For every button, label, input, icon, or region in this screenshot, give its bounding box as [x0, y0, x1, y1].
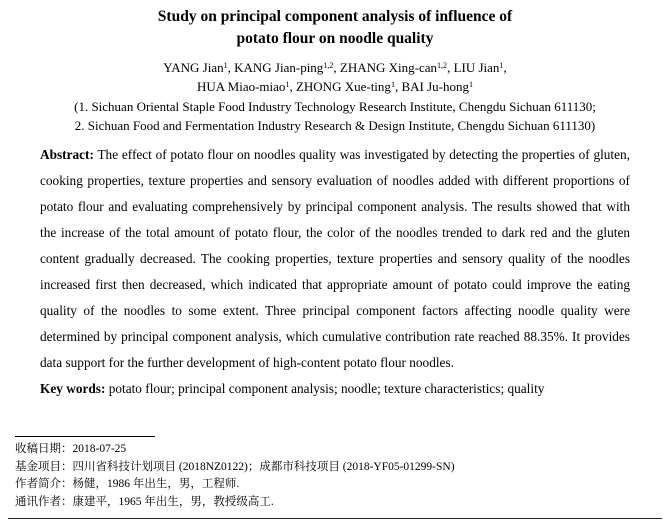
footnotes-block [15, 436, 660, 511]
author-affil-superscript: 1 [499, 61, 504, 71]
author-separator: , [227, 60, 235, 75]
footnote-funding-project: 基金项目：四川省科技计划项目 (2018NZ0122)；成都市科技项目 (2018-YF05-01299-SN) [15, 460, 455, 473]
author-name [197, 79, 296, 94]
author-name [454, 60, 507, 75]
footnote-corresponding-author: 通讯作者：康建平，1965 年出生，男，教授级高工. [15, 495, 274, 508]
keywords-label: Key words: [40, 381, 106, 396]
author-name-text: ZHONG Xue-ting [295, 78, 391, 94]
abstract-text: The effect of potato flour on noodles quality was investigated by detecting the properties of gluten, cooking properties, texture properties and sensory evaluation of noodles added with different proportions of potato flour and evaluating comprehensively by principal component analysis. The results showed that with the increase of the total amount of potato flour, the color of the noodles trended to dark red and the gluten content gradually decreased. The cooking properties, texture properties and sensory quality of the noodles increased first then decreased, which indicated that appropriate amount of potato could improve the eating quality of the noodles to some extent. Three principal component factors affecting noodle quality were determined by principal component analysis, which cumulative contribution rate reached 88.35%. It provides data support for the further development of high-content potato flour noodles. [40, 147, 631, 370]
footnote-author-bio: 作者简介：杨健，1986 年出生，男，工程师. [15, 478, 240, 490]
authors-block [0, 59, 670, 96]
author-name-text: YANG Jian [163, 60, 224, 75]
author-affil-superscript: 1 [223, 61, 228, 71]
author-affil-superscript: 1,2 [323, 61, 334, 71]
author-name [163, 60, 234, 75]
affiliations-block [0, 98, 670, 135]
author-affil-superscript: 1,2 [437, 61, 448, 71]
paper-title [0, 6, 670, 50]
authors-line-2 [0, 78, 670, 97]
author-name-text: HUA Miao-miao [196, 78, 286, 94]
title-line-2: potato flour on noodle quality [236, 30, 434, 47]
affiliation-line-2: 2. Sichuan Food and Fermentation Industry Research & Design Institute, Chengdu Sichuan 611130) [74, 117, 596, 133]
author-name-text: ZHANG Xing-can [339, 60, 437, 75]
author-affil-superscript: 1 [469, 79, 474, 89]
author-name-text: KANG Jian-ping [234, 60, 324, 75]
authors-line-1 [0, 59, 670, 78]
author-separator: , [447, 60, 454, 75]
keywords-text: potato flour; principal component analysis; noodle; texture characteristics; quality [108, 381, 545, 396]
author-separator: , [289, 78, 296, 94]
author-name-text: BAI Ju-hong [401, 78, 469, 94]
author-name [401, 79, 473, 94]
footnote-received-date: 收稿日期：2018-07-25 [15, 443, 127, 455]
page-bottom-divider [8, 518, 662, 519]
author-separator: , [394, 78, 402, 94]
author-separator: , [333, 60, 340, 75]
abstract-paragraph [40, 142, 630, 376]
author-name [296, 79, 402, 94]
author-separator: , [503, 60, 507, 75]
author-affil-superscript: 1 [285, 79, 290, 89]
footnote-separator-rule [15, 436, 155, 437]
abstract-block [40, 142, 630, 402]
title-line-1: Study on principal component analysis of influence of [157, 8, 513, 25]
author-name [234, 60, 340, 75]
affiliation-line-1: (1. Sichuan Oriental Staple Food Industry Technology Research Institute, Chengdu Sichuan 611130; [74, 99, 596, 114]
author-name [340, 60, 454, 75]
author-affil-superscript: 1 [390, 79, 395, 89]
abstract-label: Abstract: [40, 147, 94, 162]
keywords-line [40, 376, 630, 402]
author-name-text: LIU Jian [453, 60, 500, 75]
